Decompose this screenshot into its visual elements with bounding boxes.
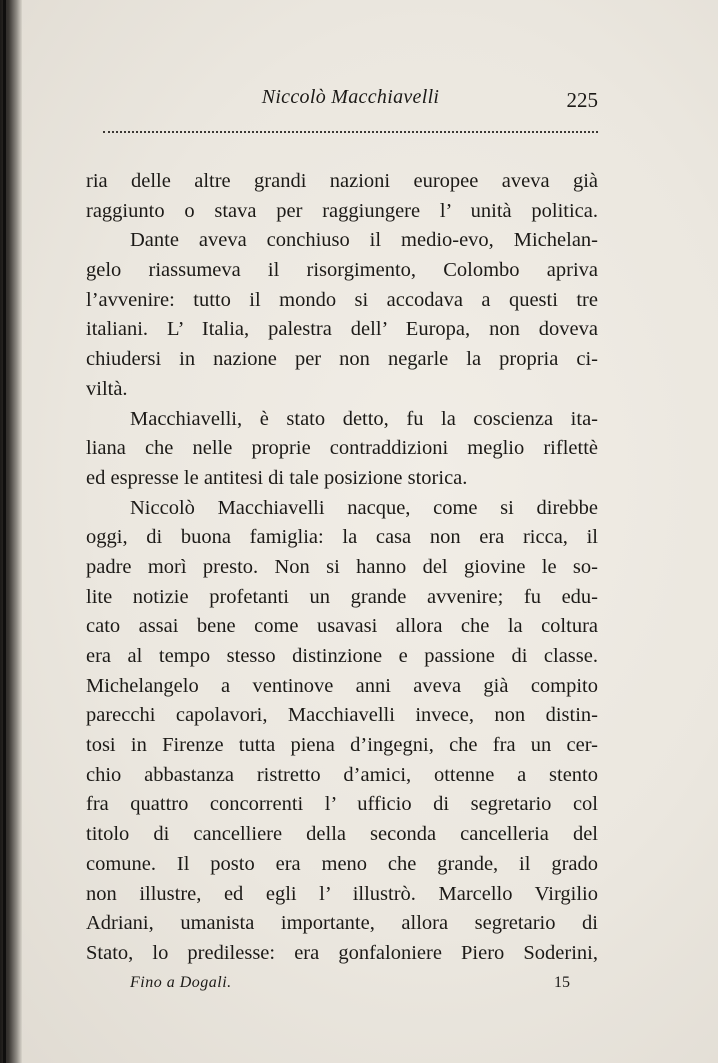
text-line: raggiunto o stava per raggiungere l’ unità politica. — [86, 199, 598, 222]
text-line: Adriani, umanista importante, allora segretario di — [86, 912, 598, 935]
text-line: chiudersi in nazione per non negarle la propria ci- — [86, 348, 598, 371]
text-line: tosi in Firenze tutta piena d’ingegni, che fra un cer- — [86, 734, 598, 757]
text-line: non illustre, ed egli l’ illustrò. Marcello Virgilio — [86, 882, 598, 905]
text-line: lite notizie profetanti un grande avvenire; fu edu- — [86, 585, 598, 608]
text-line: gelo riassumeva il risorgimento, Colombo apriva — [86, 259, 598, 282]
text-line: padre morì presto. Non si hanno del giovine le so- — [86, 555, 598, 578]
text-line: parecchi capolavori, Macchiavelli invece, non distin- — [86, 704, 598, 727]
text-line: Macchiavelli, è stato detto, fu la coscienza ita- — [130, 407, 598, 430]
text-line: Stato, lo predilesse: era gonfaloniere Piero Soderini, — [86, 941, 598, 964]
header-dotted-rule — [103, 131, 598, 133]
text-line: chio abbastanza ristretto d’amici, ottenne a stento — [86, 763, 598, 786]
text-line: italiani. L’ Italia, palestra dell’ Europa, non doveva — [86, 318, 598, 341]
text-line: l’avvenire: tutto il mondo si accodava a questi tre — [86, 288, 598, 311]
page-number: 225 — [566, 88, 598, 112]
text-line: oggi, di buona famiglia: la casa non era ricca, il — [86, 526, 598, 549]
text-line: ed espresse le antitesi di tale posizione storica. — [86, 466, 468, 489]
text-line: liana che nelle proprie contraddizioni meglio riflettè — [86, 437, 598, 460]
signature-label: Fino a Dogali. — [130, 974, 232, 991]
body-text — [86, 167, 598, 969]
signature-number: 15 — [554, 974, 570, 991]
running-head-title: Niccolò Macchiavelli — [261, 86, 440, 108]
text-line: cato assai bene come usavasi allora che la coltura — [86, 615, 598, 638]
text-line: comune. Il posto era meno che grande, il grado — [86, 852, 598, 875]
text-line: Michelangelo a ventinove anni aveva già compito — [86, 674, 598, 697]
text-line: titolo di cancelliere della seconda cancelleria del — [86, 823, 598, 846]
book-spine-edge — [3, 0, 6, 1063]
text-line: fra quattro concorrenti l’ ufficio di segretario col — [86, 793, 598, 816]
signature-footer — [130, 974, 570, 998]
text-line: Niccolò Macchiavelli nacque, come si direbbe — [130, 496, 598, 519]
text-line: ria delle altre grandi nazioni europee aveva già — [86, 170, 598, 192]
running-head — [103, 84, 598, 118]
text-line: era al tempo stesso distinzione e passione di classe. — [86, 645, 598, 667]
text-line: Dante aveva conchiuso il medio-evo, Michelan- — [130, 229, 598, 252]
text-line: viltà. — [86, 377, 128, 400]
